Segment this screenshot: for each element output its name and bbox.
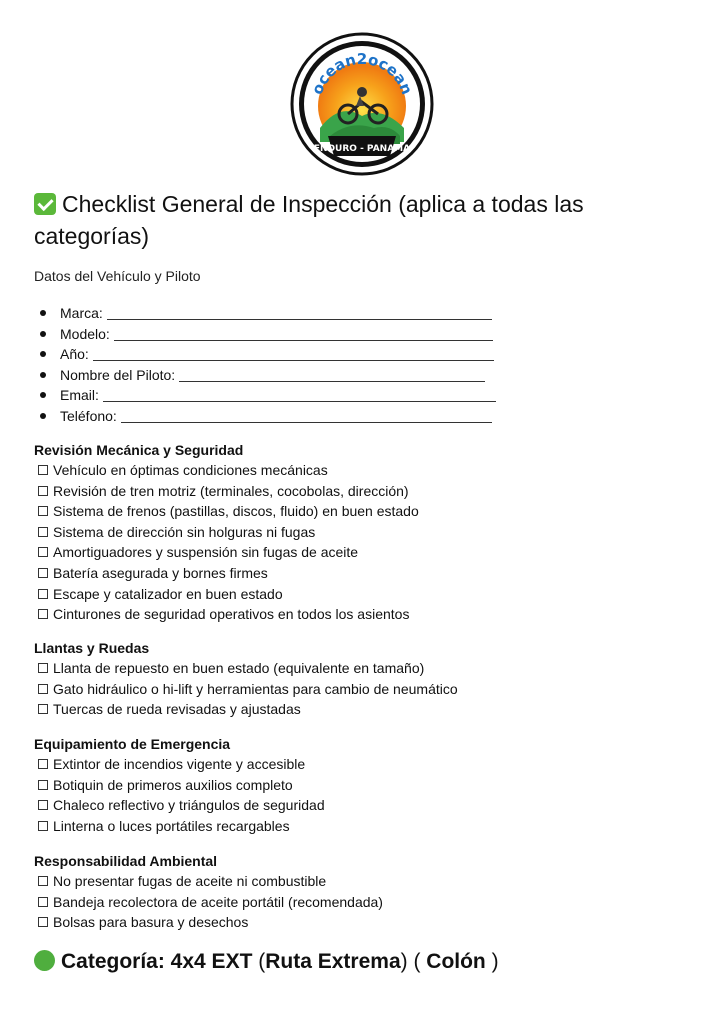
checkbox-icon[interactable]	[38, 465, 48, 475]
category-label: Categoría: 4x4 EXT	[61, 950, 253, 973]
checkbox-icon[interactable]	[38, 876, 48, 886]
fill-line[interactable]	[121, 409, 492, 423]
checkbox-icon[interactable]	[38, 589, 48, 599]
category-paren: (	[252, 950, 266, 973]
field-label: Modelo:	[60, 325, 110, 342]
checklist-item-label: No presentar fugas de aceite ni combustible	[53, 873, 327, 889]
field-model	[40, 324, 496, 345]
svg-text:ocean2ocean: ocean2ocean	[307, 50, 417, 98]
section-title: Equipamiento de Emergencia	[34, 736, 231, 752]
checklist-item[interactable]	[34, 584, 419, 605]
field-phone	[40, 406, 496, 427]
checkbox-icon[interactable]	[38, 663, 48, 673]
checkbox-icon[interactable]	[38, 506, 48, 516]
green-check-icon	[34, 193, 56, 215]
field-pilot-name	[40, 365, 496, 386]
checklist-item[interactable]	[34, 699, 458, 720]
page-title-text: Checklist General de Inspección (aplica a todas las categorías)	[34, 191, 584, 249]
section-title: Llantas y Ruedas	[34, 640, 150, 656]
checkbox-icon[interactable]	[38, 821, 48, 831]
checklist-item-label: Escape y catalizador en buen estado	[53, 585, 283, 602]
bullet-icon	[40, 372, 46, 378]
checkbox-icon[interactable]	[38, 897, 48, 907]
fill-line[interactable]	[93, 347, 494, 361]
checkbox-icon[interactable]	[38, 759, 48, 769]
checklist-item[interactable]	[34, 522, 419, 543]
checklist-item-label: Revisión de tren motriz (terminales, cocobolas, dirección)	[53, 482, 409, 499]
checkbox-icon[interactable]	[38, 547, 48, 557]
checklist-item-label: Gato hidráulico o hi-lift y herramientas para cambio de neumático	[53, 680, 458, 697]
checklist-item-label: Sistema de dirección sin holguras ni fugas	[53, 523, 316, 540]
checklist-item-label: Tuercas de rueda revisadas y ajustadas	[53, 701, 301, 718]
page-title	[34, 188, 674, 252]
checklist-item-label: Sistema de frenos (pastillas, discos, fluido) en buen estado	[53, 503, 419, 520]
bullet-icon	[40, 331, 46, 337]
checklist-item-label: Cinturones de seguridad operativos en todos los asientos	[53, 606, 410, 623]
field-label: Año:	[60, 346, 89, 363]
checklist-item[interactable]	[34, 816, 325, 837]
checkbox-icon[interactable]	[38, 568, 48, 578]
checklist-item-label: Llanta de repuesto en buen estado (equivalente en tamaño)	[53, 660, 425, 676]
category-route: Ruta Extrema	[265, 950, 401, 973]
checklist-item[interactable]	[34, 892, 383, 913]
checklist-item-label: Batería asegurada y bornes firmes	[53, 564, 268, 581]
checklist-item[interactable]	[34, 795, 325, 816]
field-label: Nombre del Piloto:	[60, 366, 176, 383]
checklist-item[interactable]	[34, 460, 419, 481]
section-tires	[34, 638, 458, 720]
category-city: Colón	[426, 950, 486, 973]
section-subtitle: Datos del Vehículo y Piloto	[34, 268, 201, 284]
category-paren: )	[485, 950, 499, 973]
field-email	[40, 385, 496, 406]
field-label: Email:	[60, 387, 99, 404]
bullet-icon	[40, 310, 46, 316]
fill-line[interactable]	[179, 368, 485, 382]
fill-line[interactable]	[114, 327, 493, 341]
green-circle-icon	[34, 950, 55, 971]
checklist-item-label: Extintor de incendios vigente y accesible	[53, 756, 306, 772]
checklist-item[interactable]	[34, 604, 419, 625]
checklist-item-label: Amortiguadores y suspensión sin fugas de aceite	[53, 544, 359, 561]
section-title: Revisión Mecánica y Seguridad	[34, 442, 244, 458]
checkbox-icon[interactable]	[38, 917, 48, 927]
checkbox-icon[interactable]	[38, 684, 48, 694]
section-emergency	[34, 734, 325, 836]
category-heading	[34, 946, 499, 978]
fill-line[interactable]	[103, 388, 496, 402]
checklist-item[interactable]	[34, 871, 383, 892]
vehicle-pilot-fields	[40, 303, 496, 426]
checklist-item-label: Vehículo en óptimas condiciones mecánicas	[53, 462, 328, 478]
checklist-item-label: Botiquin de primeros auxilios completo	[53, 776, 293, 793]
section-mechanical	[34, 440, 419, 625]
svg-text:ENDURO - PANAMA: ENDURO - PANAMA	[313, 144, 411, 154]
section-environmental	[34, 851, 383, 933]
field-brand	[40, 303, 496, 324]
checklist-item[interactable]	[34, 481, 419, 502]
bullet-icon	[40, 413, 46, 419]
event-logo	[290, 32, 434, 176]
checklist-item-label: Chaleco reflectivo y triángulos de seguridad	[53, 797, 325, 814]
checklist-item[interactable]	[34, 542, 419, 563]
checklist-item-label: Linterna o luces portátiles recargables	[53, 817, 290, 834]
section-title: Responsabilidad Ambiental	[34, 853, 218, 869]
checklist-item[interactable]	[34, 679, 458, 700]
checkbox-icon[interactable]	[38, 780, 48, 790]
field-label: Marca:	[60, 305, 103, 322]
checkbox-icon[interactable]	[38, 704, 48, 714]
checkbox-icon[interactable]	[38, 800, 48, 810]
bullet-icon	[40, 351, 46, 357]
checkbox-icon[interactable]	[38, 527, 48, 537]
bullet-icon	[40, 392, 46, 398]
checklist-item[interactable]	[34, 563, 419, 584]
checklist-item[interactable]	[34, 501, 419, 522]
fill-line[interactable]	[107, 306, 492, 320]
checklist-item[interactable]	[34, 775, 325, 796]
field-year	[40, 344, 496, 365]
checkbox-icon[interactable]	[38, 486, 48, 496]
logo-image	[290, 32, 434, 176]
checklist-item[interactable]	[34, 754, 325, 775]
category-paren: ) (	[400, 950, 427, 973]
field-label: Teléfono:	[60, 407, 117, 424]
checklist-item[interactable]	[34, 912, 383, 933]
checklist-item[interactable]	[34, 658, 458, 679]
checklist-item-label: Bandeja recolectora de aceite portátil (recomendada)	[53, 893, 383, 910]
checkbox-icon[interactable]	[38, 609, 48, 619]
checklist-item-label: Bolsas para basura y desechos	[53, 914, 249, 931]
